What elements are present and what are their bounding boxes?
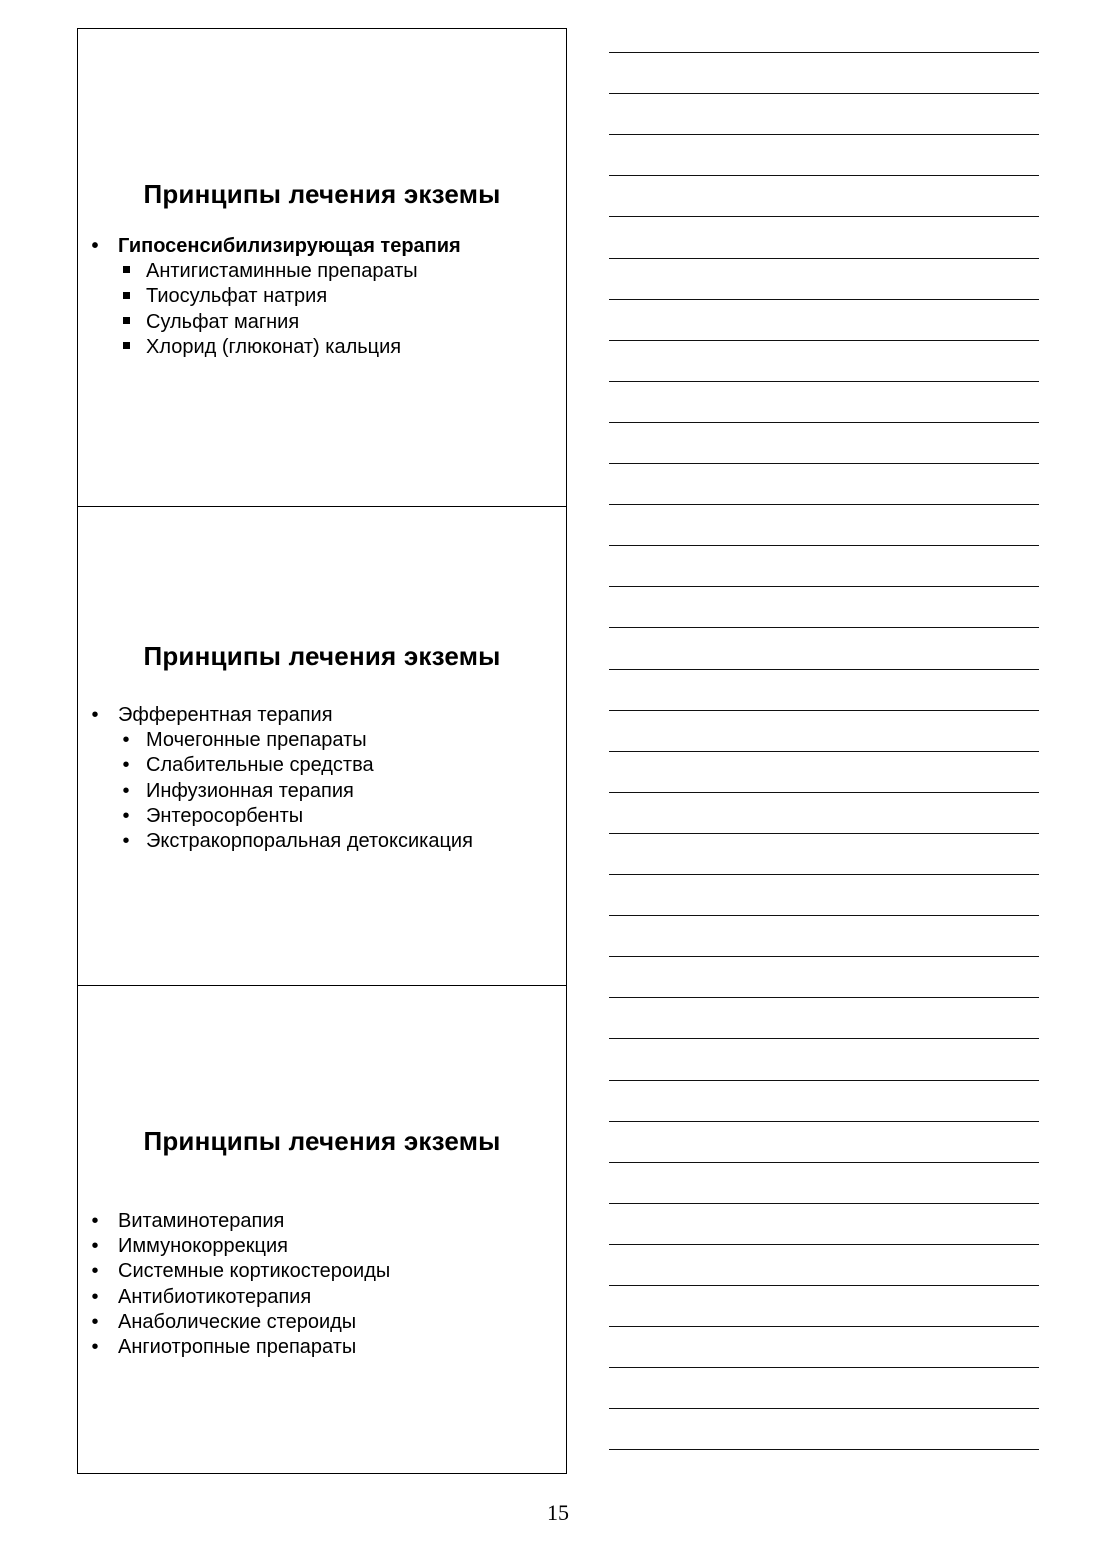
note-line xyxy=(609,1203,1039,1204)
sub-list xyxy=(118,259,461,360)
slides-column xyxy=(77,28,567,1474)
bullet-dot-icon: • xyxy=(122,779,130,802)
list-item-text: Анаболические стероиды xyxy=(118,1310,357,1333)
list-item xyxy=(86,1209,390,1234)
note-line xyxy=(609,1121,1039,1122)
sub-list-item xyxy=(118,284,461,309)
bullet-dot-icon: • xyxy=(122,830,130,853)
note-line xyxy=(609,175,1039,176)
sub-list-item xyxy=(118,829,473,854)
bullet-dot-icon: • xyxy=(122,729,130,752)
note-line xyxy=(609,956,1039,957)
note-line xyxy=(609,381,1039,382)
sub-list xyxy=(118,728,473,854)
list-item xyxy=(86,1259,390,1284)
list-item xyxy=(86,1310,390,1335)
slide-title: Принципы лечения экземы xyxy=(143,179,501,209)
slide-1 xyxy=(78,29,566,507)
sub-list-item-text: Сульфат магния xyxy=(146,310,300,333)
note-line xyxy=(609,340,1039,341)
bullet-list xyxy=(86,1209,390,1360)
bullet-dot-icon: • xyxy=(91,1235,99,1258)
note-line xyxy=(609,669,1039,670)
list-item xyxy=(86,703,473,854)
bullet-dot-icon: • xyxy=(91,1310,99,1333)
list-item-text: Системные кортикостероиды xyxy=(118,1260,391,1283)
note-line xyxy=(609,792,1039,793)
slide-title: Принципы лечения экземы xyxy=(143,641,501,671)
note-line xyxy=(609,1449,1039,1450)
sub-list-item xyxy=(118,310,461,335)
list-item xyxy=(86,1335,390,1360)
note-line xyxy=(609,1326,1039,1327)
sub-list-item-text: Хлорид (глюконат) кальция xyxy=(146,335,402,358)
note-line xyxy=(609,710,1039,711)
sub-list-item-text: Слабительные средства xyxy=(146,754,374,777)
bullet-dot-icon: • xyxy=(91,704,99,726)
bullet-dot-icon: • xyxy=(122,804,130,827)
sub-list-item xyxy=(118,804,473,829)
list-item xyxy=(86,234,461,360)
list-item-text: Ангиотропные препараты xyxy=(118,1336,357,1359)
bullet-dot-icon: • xyxy=(91,235,99,257)
list-item xyxy=(86,1285,390,1310)
note-line xyxy=(609,299,1039,300)
note-line xyxy=(609,1367,1039,1368)
note-line xyxy=(609,52,1039,53)
bullet-dot-icon: • xyxy=(91,1285,99,1308)
note-line xyxy=(609,1038,1039,1039)
page-number: 15 xyxy=(547,1500,569,1525)
slide-title: Принципы лечения экземы xyxy=(143,1126,501,1156)
note-line xyxy=(609,216,1039,217)
sub-list-item-text: Экстракорпоральная детоксикация xyxy=(146,830,473,853)
sub-list-item-text: Мочегонные препараты xyxy=(146,729,367,752)
note-line xyxy=(609,1285,1039,1286)
sub-list-item xyxy=(118,728,473,753)
note-line xyxy=(609,504,1039,505)
note-line xyxy=(609,134,1039,135)
list-item-text: Эфферентная терапия xyxy=(118,704,333,726)
sub-list-item xyxy=(118,335,461,360)
note-line xyxy=(609,463,1039,464)
note-line xyxy=(609,93,1039,94)
note-line xyxy=(609,874,1039,875)
note-line xyxy=(609,586,1039,587)
note-line xyxy=(609,1244,1039,1245)
bullet-list xyxy=(86,234,461,360)
sub-list-item xyxy=(118,753,473,778)
bullet-dot-icon: • xyxy=(91,1336,99,1359)
note-line xyxy=(609,258,1039,259)
note-line xyxy=(609,997,1039,998)
note-line xyxy=(609,545,1039,546)
sub-list-item-text: Энтеросорбенты xyxy=(146,804,304,827)
bullet-square-icon xyxy=(120,335,132,360)
bullet-square-icon xyxy=(120,310,132,335)
slide-2 xyxy=(78,507,566,986)
sub-list-item xyxy=(118,259,461,284)
note-line xyxy=(609,1162,1039,1163)
bullet-dot-icon: • xyxy=(91,1210,99,1232)
note-line xyxy=(609,751,1039,752)
note-line xyxy=(609,915,1039,916)
bullet-dot-icon: • xyxy=(91,1260,99,1283)
list-item-text: Иммунокоррекция xyxy=(118,1235,288,1258)
list-item-text: Гипосенсибилизирующая терапия xyxy=(118,235,461,257)
bullet-list xyxy=(86,703,473,854)
note-line xyxy=(609,833,1039,834)
bullet-square-icon xyxy=(120,284,132,309)
bullet-dot-icon: • xyxy=(122,754,130,777)
sub-list-item xyxy=(118,779,473,804)
sub-list-item-text: Антигистаминные препараты xyxy=(146,260,418,283)
note-line xyxy=(609,1080,1039,1081)
note-line xyxy=(609,1408,1039,1409)
note-line xyxy=(609,422,1039,423)
bullet-square-icon xyxy=(120,259,132,284)
sub-list-item-text: Инфузионная терапия xyxy=(146,779,354,802)
list-item-text: Витаминотерапия xyxy=(118,1210,285,1232)
list-item-text: Антибиотикотерапия xyxy=(118,1285,312,1308)
sub-list-item-text: Тиосульфат натрия xyxy=(146,285,328,308)
note-lines xyxy=(609,0,1039,1500)
list-item xyxy=(86,1234,390,1259)
slide-3 xyxy=(78,986,566,1473)
note-line xyxy=(609,627,1039,628)
